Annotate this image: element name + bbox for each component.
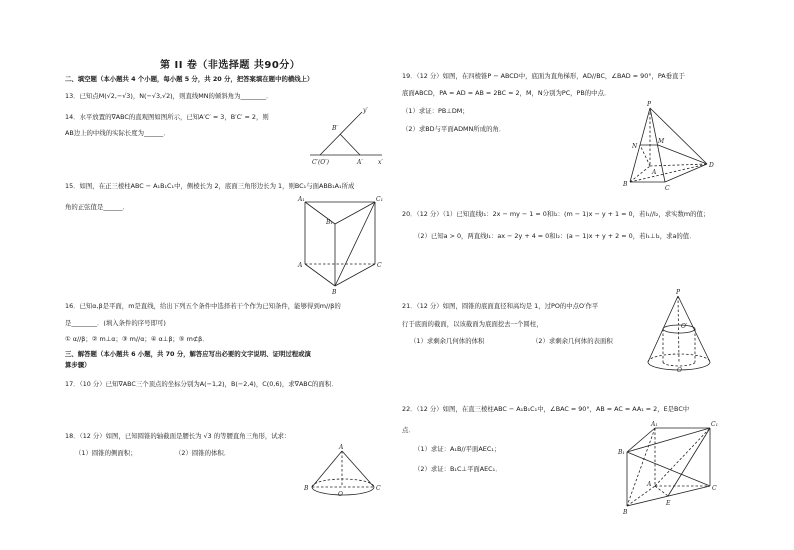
question-21-line1: 21．（12 分）如图，圆锥的底面直径和高均是 1，过PO的中点O′作平 [402,302,599,310]
question-18-line3: （2）圆锥的体积． [175,449,231,457]
question-21-line4: （2）求剩余几何体的表面积 [532,337,613,345]
question-15-line1: 15．如图，在正三棱柱ABC − A₁B₁C₁中，侧棱长为 2，底面三角形边长为 1，则BC₁与面ABB₁A₁所成 [65,182,355,190]
edge [627,428,655,452]
slant-left [312,451,342,487]
figure-22-prism [615,420,725,515]
label: y′ [363,107,368,114]
figure-19-pyramid [615,100,725,192]
question-22-line3: （1）求证：A₁B//平面AEC₁； [414,445,501,453]
slant-right [342,451,374,487]
label: C₁ [376,196,383,203]
y-axis [320,112,362,155]
figure-15-prism [290,192,390,296]
label: A [339,444,344,451]
question-22-line1: 22．（12 分）如图，在直三棱柱ABC − A₁B₁C₁中，∠BAC = 90°，AB = AC = AA₁ = 2，E是BC中 [402,405,690,413]
question-20-line2: （2）已知a > 0，两直线l₁：ax − 2y + 4 = 0和l₂：(a − 1)x + y + 2 = 0，若l₁⊥l₂，求a的值． [414,232,696,240]
label: B [623,509,628,516]
section-ellipse [663,325,695,333]
diagonal-bc1 [335,202,375,286]
question-21-line3: （1）求剩余几何体的体积 [410,337,485,345]
edge [335,202,375,224]
label: x′ [378,159,383,166]
edge [335,264,375,286]
section-fill-in-heading: 二、填空题（本小题共 4 个小题，每小题 5 分，共 20 分，把答案填在题中的横线上） [65,75,314,83]
label: O [338,491,343,498]
question-22-line4: （2）求证：B₁C⊥平面AEC₁． [414,465,502,473]
figure-21-cone-cylinder [640,290,720,380]
label: B₁ [618,449,625,456]
edge [305,264,335,286]
label: O′ [681,323,688,330]
question-21-line2: 行于底面的截面，以该截面为底面挖去一个圆柱， [402,320,543,328]
label: A₁ [298,196,305,203]
label: B₁ [326,219,333,226]
label: C₁ [711,421,718,428]
label: C [376,485,381,492]
label: O [677,367,682,374]
label: A′ [357,159,363,166]
section-answer-heading-2: 算步骤） [65,361,91,369]
question-18-line2: （1）圆锥的侧面积； [75,449,137,457]
base-back [312,479,374,487]
question-14-line1: 14．水平放置的∇ABC的直观图如图所示，已知A′C′ = 3，B′C′ = 2，则 [65,113,269,121]
question-19-line3: （1）求证：PB⊥DM； [402,107,469,115]
figure-18-cone [300,443,390,503]
question-13: 13．已知点M(√2,−√3)，N(−√3,√2)，则直线MN的倾斜角为________． [65,92,273,100]
edge [650,108,707,164]
label: A [298,262,303,269]
question-15-line2: 角的正弦值是______． [65,203,129,211]
edge [665,164,707,182]
label: B [304,485,309,492]
page-title: 第 II 卷（非选择题 共90分） [160,60,301,71]
question-16-line1: 16．已知α,β是平面，m是直线，给出下列五个条件中选择若干个作为已知条件，能够得到m//β的 [65,302,341,310]
label: E [666,500,671,507]
label: B [623,181,628,188]
label: C′(O′) [312,159,329,166]
hidden-edge [650,164,707,166]
label: D [709,162,714,169]
question-18-line1: 18．（12 分）如图，已知圆锥的轴截面是腰长为 √3 的等腰直角三角形，试求： [65,432,291,440]
section-answer-heading-1: 三、解答题（本小题共 6 小题，共 70 分，解答应写出必要的文字说明、证明过程或演 [65,350,311,358]
question-17: 17．（10 分）已知∇ABC三个顶点的坐标分别为A(−1,2)，B(−2,4)，C(0,6)，求∇ABC的面积． [65,380,338,388]
question-16-line2: 是________．(填入条件的序号即可) [65,319,166,327]
question-19-line1: 19．（12 分）如图，在四棱锥P − ABCD中，底面为直角梯形，AD//BC，∠BAD = 90°，PA垂直于 [402,72,685,80]
segment-ac1 [655,428,710,486]
label: B [332,289,337,296]
label: C [712,485,717,492]
segment-b1c [627,452,710,486]
question-20-line1: 20．（12 分）（1）已知直线l₁：2x − my − 1 = 0和l₂：(m − 1)x − y + 1 = 0，若l₁//l₂，求实数m的值； [402,210,710,218]
label: A₁ [651,421,658,428]
question-19-line4: （2）求BD与平面ADMN所成的角． [402,125,506,133]
question-22-line2: 点． [402,426,415,434]
label: P [647,101,652,108]
question-16-line3: ① α//β；② m⊥α；③ m//α；④ α⊥β；⑤ m⊄β． [65,335,209,343]
label: A [647,481,652,488]
label: A [652,169,657,176]
label: P [676,289,681,296]
segment-ae [655,486,668,496]
axis [678,296,679,362]
label: C [377,262,382,269]
question-14-line2: AB边上的中线的实际长度为______． [65,129,170,137]
label: B′ [332,125,338,132]
side-b-a [340,134,360,155]
cylinder-bottom [663,362,695,366]
figure-14-oblique-triangle [300,100,390,170]
question-19-line2: 底面ABCD，PA = AD = AB = 2BC = 2，M，N分别为PC，PB的中点． [402,89,611,97]
label: C [665,185,670,192]
base-front [312,487,374,495]
label: N [632,143,638,150]
segment-an [640,145,650,166]
label: M [658,138,665,145]
segment-md [658,145,707,164]
